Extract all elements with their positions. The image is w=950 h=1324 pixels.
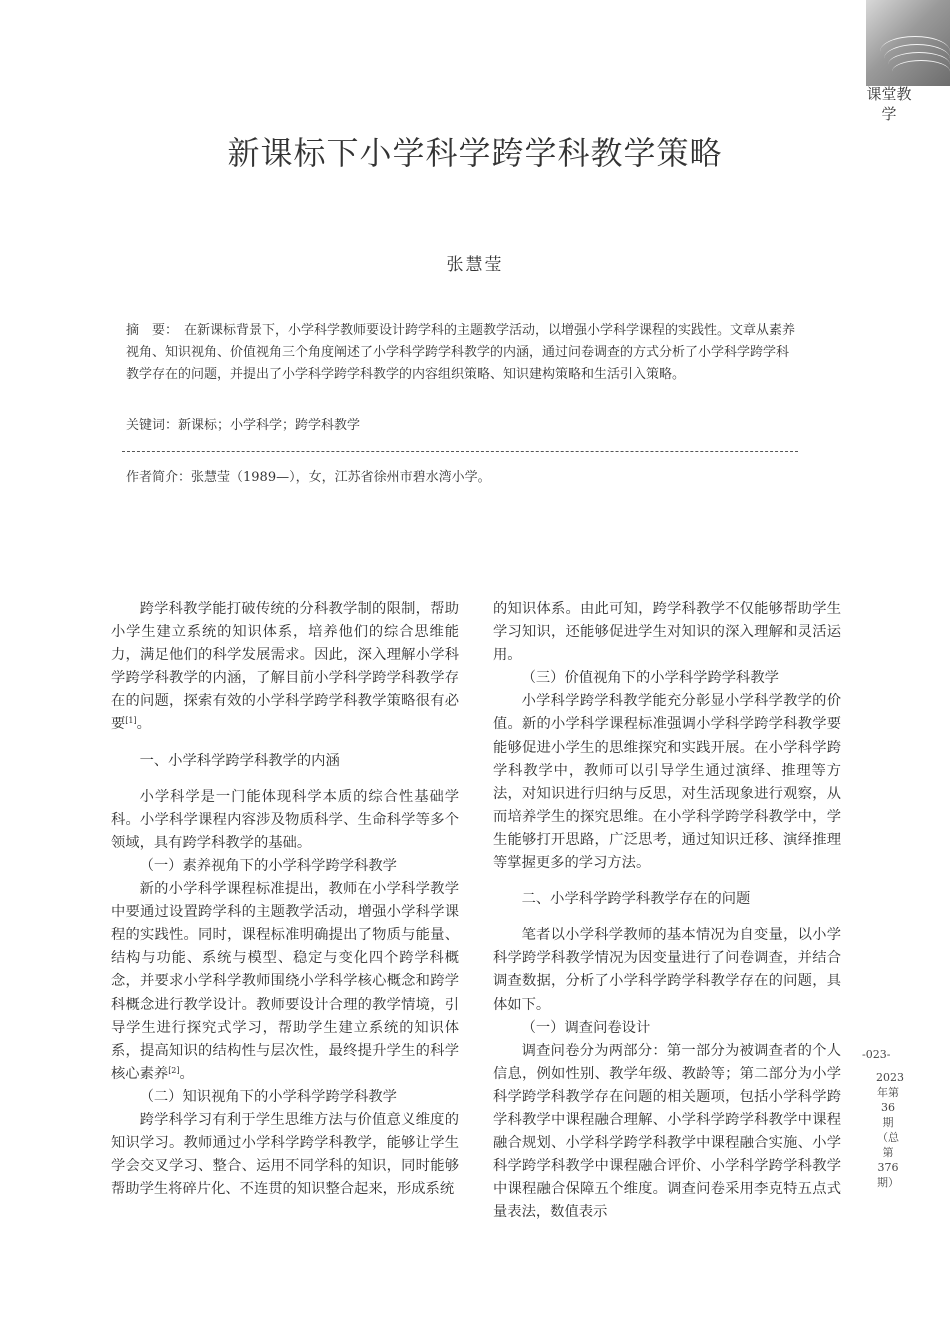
citation: [2] (168, 1065, 180, 1075)
subsection-heading: （二）知识视角下的小学科学跨学科教学 (139, 1088, 397, 1105)
subsection-heading: （三）价值视角下的小学科学跨学科教学 (521, 670, 779, 687)
abstract-text: 在新课标背景下，小学科学教师要设计跨学科的主题教学活动，以增强小学科学课程的实践性。文章从素养视角、知识视角、价值视角三个角度阐述了小学科学跨学科教学的内涵，通过问卷调查的方式分析了小学科学跨学科教学存在的问题，并提出了小学科学跨学科教学的内容组织策略、知识建构策略和生活引入策略。 (126, 323, 796, 382)
issue-info: 2023年第36期（总第376期） (876, 1071, 904, 1189)
section-heading: 二、小学科学跨学科教学存在的问题 (521, 891, 751, 908)
citation: [1] (125, 716, 137, 726)
body-column-left (111, 598, 459, 1201)
abstract-label: 摘 要： (126, 323, 179, 338)
article-title: 新课标下小学科学跨学科教学策略 (227, 134, 723, 172)
author-note-label: 作者简介： (126, 470, 192, 485)
paragraph: 跨学科学习有利于学生思维方法与价值意义维度的知识学习。教师通过小学科学跨学科教学，能够让学生学会交叉学习、整合、运用不同学科的知识，同时能够帮助学生将碎片化、不连贯的知识整合起来，形成系统 (111, 1111, 459, 1198)
paragraph: 笔者以小学科学教师的基本情况为自变量，以小学科学跨学科教学情况为因变量进行了问卷调查，并结合调查数据，分析了小学科学跨学科教学存在的问题，具体如下。 (493, 927, 841, 1013)
page-number: -023- (862, 1048, 891, 1061)
paragraph: 新的小学科学课程标准提出，教师在小学科学教学中要通过设置跨学科的主题教学活动，增强小学科学课程的实践性。同时，课程标准明确提出了物质与能量、结构与功能、系统与模型、稳定与变化四个跨学科概念，并要求小学科学教师围绕小学科学核心概念和跨学科概念进行教学设计。教师要设计合理的教学情境，引导学生进行探究式学习，帮助学生建立系统的知识体系，提高知识的结构性与层次性，最终提升学生的科学核心素养[2]。 (111, 881, 459, 1082)
divider (122, 451, 798, 452)
paragraph: 小学科学是一门能体现科学本质的综合性基础学科。小学科学课程内容涉及物质科学、生命科学等多个领域，具有跨学科教学的基础。 (111, 788, 459, 851)
paragraph: 小学科学跨学科教学能充分彰显小学科学教学的价值。新的小学科学课程标准强调小学科学跨学科教学要能够促进小学生的思维探究和实践开展。在小学科学跨学科教学中，教师可以引导学生通过演绎、推理等方法，对知识进行归纳与反思，对生活现象进行观察，从而培养学生的探究思维。在小学科学跨学科教学中，学生能够打开思路，广泛思考，通过知识迁移、演绎推理等掌握更多的学习方法。 (493, 693, 841, 872)
section-tag: 课堂教学 (866, 85, 912, 123)
subsection-heading: （一）调查问卷设计 (521, 1019, 651, 1036)
author-note (126, 466, 491, 485)
paragraph-intro: 跨学科教学能打破传统的分科教学制的限制，帮助小学生建立系统的知识体系，培养他们的综合思维能力，满足他们的科学发展需求。因此，深入理解小学科学跨学科教学的内涵，了解目前小学科学跨学科教学存在的问题，探索有效的小学科学跨学科教学策略很有必要[1]。 (111, 601, 459, 733)
article-author: 张慧莹 (446, 255, 504, 275)
body-column-right (493, 598, 841, 1224)
author-note-text: 张慧莹（1989—），女，江苏省徐州市碧水湾小学。 (191, 470, 491, 485)
keywords-text: 新课标；小学科学；跨学科教学 (178, 418, 361, 433)
section-heading: 一、小学科学跨学科教学的内涵 (139, 752, 340, 769)
subsection-heading: （一）素养视角下的小学科学跨学科教学 (139, 857, 397, 874)
abstract (126, 320, 796, 386)
keywords (126, 414, 360, 433)
keywords-label: 关键词： (126, 418, 179, 433)
book-pages-decoration (866, 0, 950, 86)
paragraph-continued: 的知识体系。由此可知，跨学科教学不仅能够帮助学生学习知识，还能够促进学生对知识的深入理解和灵活运用。 (493, 601, 841, 664)
page-curve (892, 60, 950, 83)
paragraph: 调查问卷分为两部分：第一部分为被调查者的个人信息，例如性别、教学年级、教龄等；第二部分为小学科学跨学科教学存在问题的相关题项，包括小学科学跨学科教学中课程融合理解、小学科学跨学科教学中课程融合规划、小学科学跨学科教学中课程融合实施、小学科学跨学科教学中课程融合评价、小学科学跨学科教学中课程融合保障五个维度。调查问卷采用李克特五点式量表法，数值表示 (493, 1042, 841, 1221)
